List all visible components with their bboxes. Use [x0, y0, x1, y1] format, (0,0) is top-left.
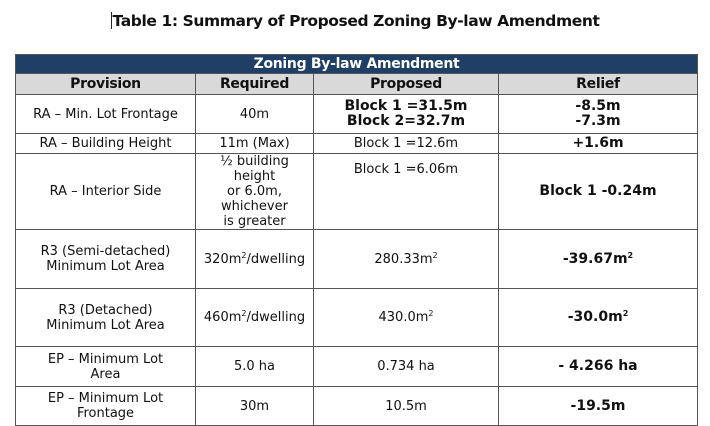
table-row	[16, 347, 698, 387]
value: 280.33m	[374, 251, 433, 267]
suffix: /dwelling	[246, 251, 306, 267]
suffix: /dwelling	[246, 310, 306, 325]
table-row	[16, 134, 698, 154]
cell-provision: RA – Min. Lot Frontage	[16, 95, 196, 134]
cell-proposed	[314, 230, 499, 289]
cell-provision	[16, 230, 196, 289]
required-line: ½ building height	[220, 154, 289, 184]
provision-line: R3 (Detached)	[58, 302, 153, 318]
superscript: 2	[432, 250, 438, 260]
cell-relief	[499, 230, 698, 289]
caption-text: Table 1: Summary of Proposed Zoning By-law Amendment	[112, 12, 600, 30]
table-title: Zoning By-law Amendment	[16, 55, 698, 74]
cell-proposed	[314, 289, 499, 347]
required-line: or 6.0m, whichever	[221, 184, 288, 214]
cell-required: 11m (Max)	[196, 134, 314, 154]
provision-line: R3 (Semi-detached)	[40, 244, 171, 259]
superscript: 2	[241, 309, 247, 318]
cell-provision: RA – Interior Side	[16, 154, 196, 230]
provision-line: Minimum Lot Area	[46, 259, 165, 274]
column-header-row	[16, 74, 698, 95]
required-line: is greater	[223, 214, 286, 229]
cell-relief	[499, 95, 698, 134]
cell-relief: Block 1 -0.24m	[499, 154, 698, 230]
cell-provision	[16, 387, 196, 426]
cell-relief: - 4.266 ha	[499, 347, 698, 387]
relief-line: -8.5m	[575, 98, 621, 114]
superscript: 2	[627, 250, 634, 260]
provision-line: Frontage	[76, 406, 135, 421]
table-row	[16, 289, 698, 347]
proposed-line: Block 2=32.7m	[346, 113, 466, 129]
cell-proposed: 0.734 ha	[314, 347, 499, 387]
cell-required: 5.0 ha	[196, 347, 314, 387]
provision-line: Minimum Lot Area	[46, 317, 165, 333]
provision-line: EP – Minimum Lot	[47, 351, 164, 367]
superscript: 2	[428, 309, 434, 318]
relief-line: -7.3m	[575, 113, 621, 129]
cell-required	[196, 154, 314, 230]
cell-proposed: Block 1 =6.06m	[314, 154, 499, 230]
value: -30.0m	[567, 309, 623, 325]
table-row	[16, 230, 698, 289]
cell-required: 40m	[196, 95, 314, 134]
cell-relief: -19.5m	[499, 387, 698, 426]
column-header-provision: Provision	[16, 74, 196, 95]
table-row	[16, 387, 698, 426]
cell-proposed	[314, 95, 499, 134]
cell-provision	[16, 289, 196, 347]
superscript: 2	[622, 309, 629, 318]
value: 430.0m	[378, 310, 429, 325]
superscript: 2	[241, 250, 247, 260]
cell-provision: RA – Building Height	[16, 134, 196, 154]
value: 460m	[203, 310, 242, 325]
provision-line: EP – Minimum Lot	[47, 391, 164, 406]
column-header-proposed: Proposed	[314, 74, 499, 95]
table-caption	[0, 12, 710, 30]
table-title-row	[16, 55, 698, 74]
cell-required	[196, 289, 314, 347]
cell-required	[196, 230, 314, 289]
cell-required: 30m	[196, 387, 314, 426]
text-cursor	[111, 12, 112, 29]
cell-provision	[16, 347, 196, 387]
proposed-line: Block 1 =31.5m	[344, 98, 468, 114]
cell-relief: +1.6m	[499, 134, 698, 154]
column-header-relief: Relief	[499, 74, 698, 95]
column-header-required: Required	[196, 74, 314, 95]
zoning-amendment-table	[15, 54, 698, 426]
cell-relief	[499, 289, 698, 347]
table-row	[16, 95, 698, 134]
provision-line: Area	[90, 366, 121, 382]
table-row	[16, 154, 698, 230]
cell-proposed: Block 1 =12.6m	[314, 134, 499, 154]
value: 320m	[203, 251, 242, 267]
value: -39.67m	[562, 250, 628, 267]
cell-proposed: 10.5m	[314, 387, 499, 426]
